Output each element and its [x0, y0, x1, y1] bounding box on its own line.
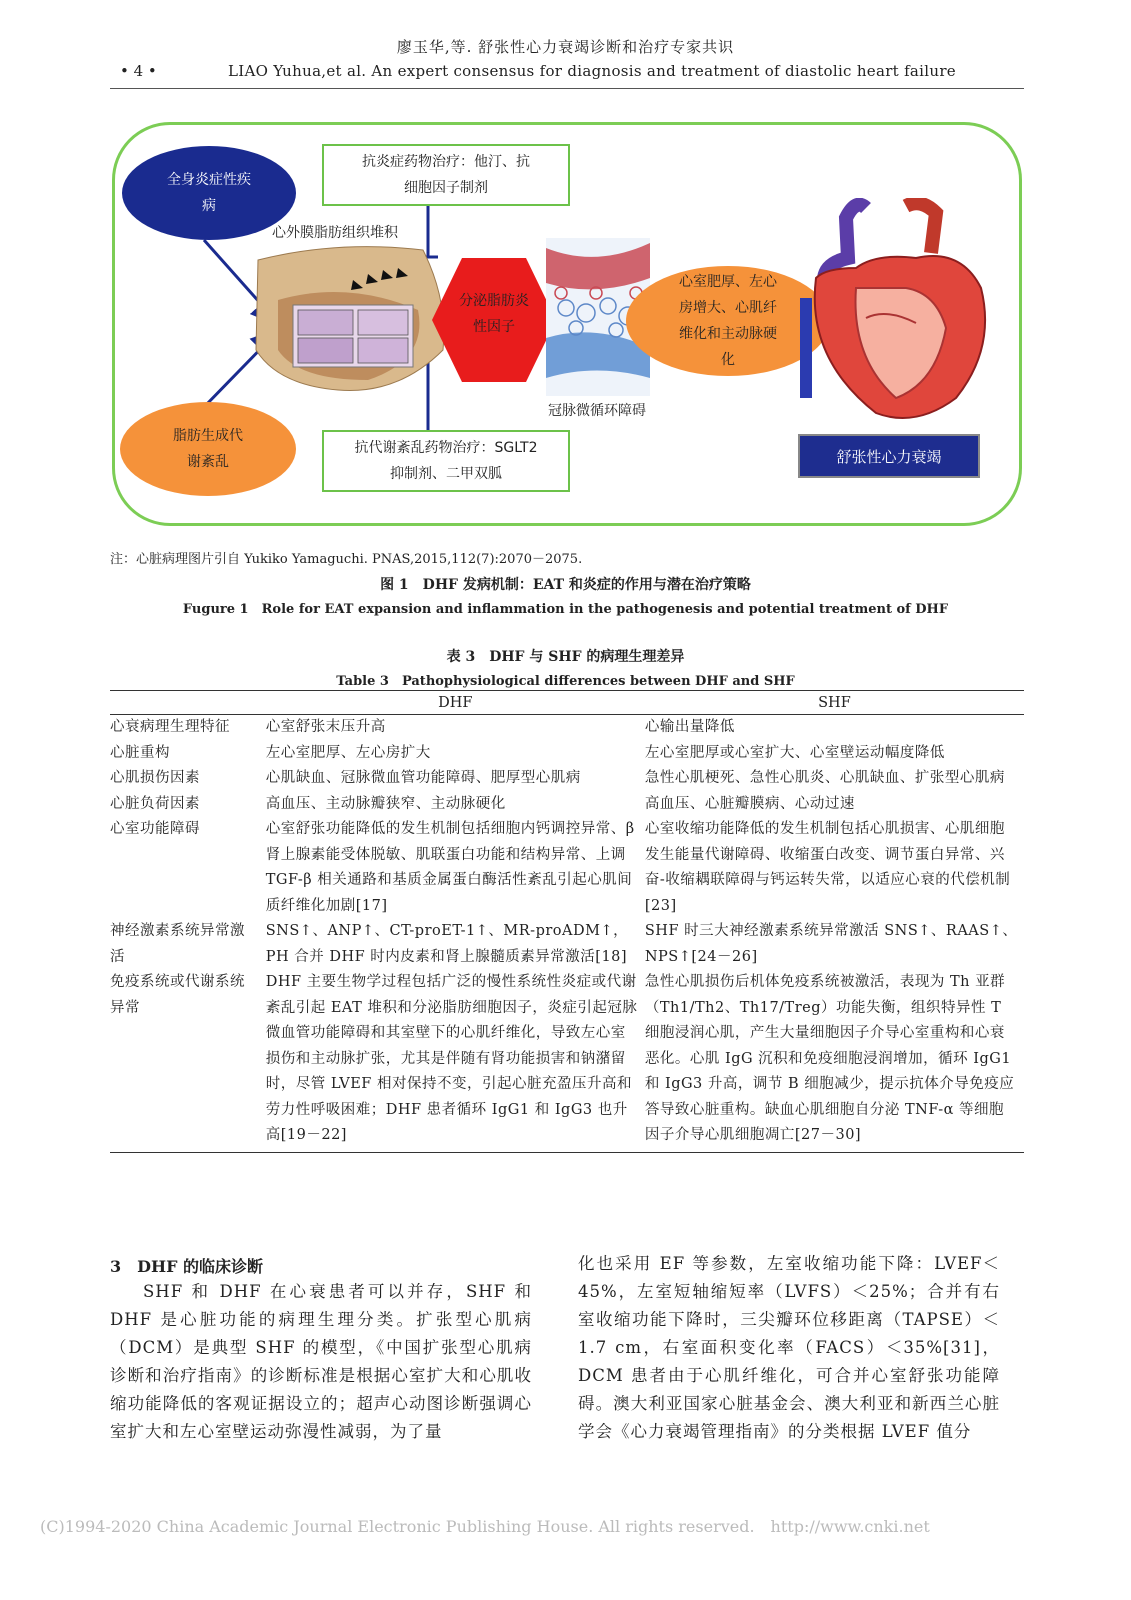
microcirculation-label: 冠脉微循环障碍: [548, 403, 646, 419]
page-number: • 4 •: [120, 62, 157, 80]
secreted-factors-label: 分泌脂肪炎性因子: [459, 293, 529, 335]
eat-label: 心外膜脂肪组织堆积: [272, 225, 398, 241]
table-row: [110, 817, 1024, 919]
table-row: [110, 792, 1024, 818]
copyright-footer: (C)1994-2020 China Academic Journal Electronic Publishing House. All rights reserved. http://www.cnki.net: [40, 1517, 930, 1536]
anti-metabolic-therapy-box: 抗代谢紊乱药物治疗：SGLT2 抑制剂、二甲双胍: [322, 430, 570, 492]
row-feature: 心室功能障碍: [110, 821, 200, 837]
body-paragraph-left: SHF 和 DHF 在心衰患者可以并存，SHF 和 DHF 是心脏功能的病理生理分类。扩张型心肌病（DCM）是典型 SHF 的模型，《中国扩张型心肌病诊断和治疗指南》的诊断标准是根据心室扩大和心肌收缩功能降低的客观证据设立的；超声心动图诊断强调心室扩大和左心室壁运动弥漫性减弱，为了量: [110, 1282, 532, 1441]
row-feature: 心肌损伤因素: [110, 770, 200, 786]
row-shf: 心室收缩功能降低的发生机制包括心肌损害、心肌细胞发生能量代谢障碍、收缩蛋白改变、调节蛋白异常、兴奋-收缩耦联障碍与钙运转失常，以适应心衰的代偿机制[23]: [644, 821, 1011, 914]
lipid-metabolism-node: 脂肪生成代谢紊乱: [120, 402, 296, 496]
table-caption-cn: 表 3 DHF 与 SHF 的病理生理差异: [446, 649, 685, 665]
table-row: [110, 741, 1024, 767]
row-shf: SHF 时三大神经激素系统异常激活 SNS↑、RAAS↑、NPS↑[24－26]: [644, 923, 1018, 965]
row-dhf: 左心室肥厚、左心房扩大: [265, 744, 431, 761]
row-dhf: SNS↑、ANP↑、CT-proET-1↑、MR-proADM↑，PH 合并 DHF 时内皮素和肾上腺髓质素异常激活[18]: [265, 923, 629, 965]
row-dhf: DHF 主要生物学过程包括广泛的慢性系统性炎症或代谢紊乱引起 EAT 堆积和分泌脂肪细胞因子，炎症引起冠脉微血管功能障碍和其室壁下的心肌纤维化，导致左心室损伤和主动脉扩张，尤其是伴随有肾功能损害和钠潴留时，尽管 LVEF 相对保持不变，引起心脏充盈压升高和劳力性呼吸困难；DHF 患者循环 IgG1 和 IgG3 也升高[19－22]: [266, 970, 645, 1152]
table-header-empty: [110, 691, 266, 715]
running-title-cn: 廖玉华,等. 舒张性心力衰竭诊断和治疗专家共识: [396, 38, 735, 56]
table-row: [110, 919, 1024, 970]
row-shf: 高血压、心脏瓣膜病、心动过速: [644, 795, 855, 812]
eat-tissue-image: [248, 240, 448, 400]
anti-inflammatory-therapy-box: 抗炎症药物治疗：他汀、抗细胞因子制剂: [322, 144, 570, 206]
heart-image: [796, 198, 996, 424]
row-feature: 心衰病理生理特征: [110, 719, 230, 735]
remodeling-node: 心室肥厚、左心房增大、心肌纤维化和主动脉硬化: [626, 266, 830, 376]
row-dhf: 心室舒张末压升高: [265, 719, 386, 735]
row-dhf: 高血压、主动脉瓣狭窄、主动脉硬化: [265, 795, 506, 812]
row-dhf: 心肌缺血、冠脉微血管功能障碍、肥厚型心肌病: [265, 770, 581, 786]
table-header-row: [110, 691, 1024, 715]
row-shf: 左心室肥厚或心室扩大、心室壁运动幅度降低: [644, 744, 945, 761]
diastolic-heart-failure-box: 舒张性心力衰竭: [798, 434, 980, 478]
row-shf: 心输出量降低: [644, 719, 735, 735]
table-header-dhf: DHF: [266, 691, 645, 715]
table-header-shf: SHF: [645, 691, 1024, 715]
table-row: [110, 715, 1024, 741]
pathophysiology-table: [110, 690, 1024, 1153]
figure-caption-en: Fugure 1 Role for EAT expansion and inflammation in the pathogenesis and potential treatment of DHF: [182, 602, 949, 617]
table-row: [110, 970, 1024, 1152]
row-feature: 免疫系统或代谢系统异常: [110, 970, 266, 1152]
row-shf: 急性心肌损伤后机体免疫系统被激活，表现为 Th 亚群（Th1/Th2、Th17/Treg）功能失衡，组织特异性 T 细胞浸润心肌，产生大量细胞因子介导心室重构和心衰恶化。心肌 IgG 沉积和免疫细胞浸润增加，循环 IgG1 和 IgG3 升高，调节 B 细胞减少，提示抗体介导免疫应答导致心脏重构。缺血心肌细胞自分泌 TNF-α 等细胞因子介导心肌细胞凋亡[27－30]: [645, 970, 1024, 1152]
table-row: [110, 766, 1024, 792]
systemic-inflammation-node: 全身炎症性疾病: [122, 146, 296, 240]
body-paragraph-right: 化也采用 EF 等参数，左室收缩功能下降：LVEF＜45%，左室短轴缩短率（LVFS）＜25%；合并有右室收缩功能下降时，三尖瓣环位移距离（TAPSE）＜1.7 cm，右室面积变化率（FACS）＜35%[31]，DCM 患者由于心肌纤维化，可合并心室舒张功能障碍。澳大利亚国家心脏基金会、澳大利亚和新西兰心脏学会《心力衰竭管理指南》的分类根据 LVEF 值分: [578, 1254, 1000, 1441]
row-feature: 神经激素系统异常激活: [110, 923, 245, 965]
running-title-en: LIAO Yuhua,et al. An expert consensus for diagnosis and treatment of diastolic heart failure: [228, 62, 956, 80]
figure-note: 注：心脏病理图片引自 Yukiko Yamaguchi. PNAS,2015,112(7):2070－2075.: [110, 552, 583, 567]
figure-caption-cn: 图 1 DHF 发病机制：EAT 和炎症的作用与潜在治疗策略: [380, 577, 751, 593]
table-caption-en: Table 3 Pathophysiological differences between DHF and SHF: [336, 674, 795, 689]
row-shf: 急性心肌梗死、急性心肌炎、心肌缺血、扩张型心肌病: [644, 770, 1005, 786]
header-rule: [110, 88, 1024, 89]
section-title: 3 DHF 的临床诊断: [110, 1257, 264, 1276]
row-feature: 心脏重构: [110, 744, 170, 761]
row-dhf: 心室舒张功能降低的发生机制包括细胞内钙调控异常、β 肾上腺素能受体脱敏、肌联蛋白功能和结构异常、上调 TGF-β 相关通路和基质金属蛋白酶活性紊乱引起心肌间质纤维化加剧[17]: [265, 821, 635, 914]
row-feature: 心脏负荷因素: [110, 795, 200, 812]
